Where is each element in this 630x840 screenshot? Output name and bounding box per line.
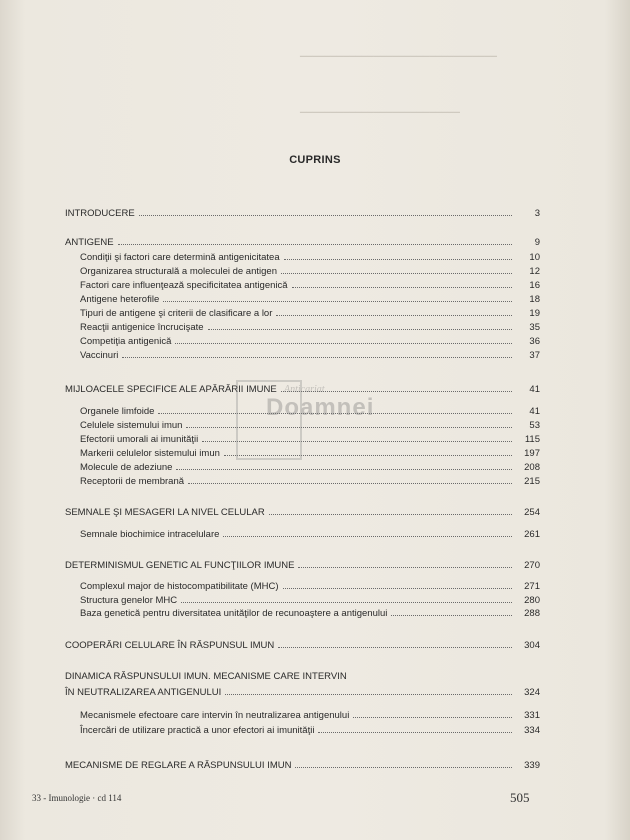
footer-signature: 33 - Imunologie · cd 114 <box>32 793 122 803</box>
toc-page: 115 <box>524 434 540 445</box>
toc-page: 18 <box>529 294 540 305</box>
toc-page: 288 <box>524 608 540 619</box>
bleed-through-text: ▁▁▁▁▁▁▁▁▁▁▁▁▁▁▁▁▁▁▁▁▁▁▁▁▁▁▁▁▁▁▁▁ <box>300 48 497 57</box>
toc-label: ÎN NEUTRALIZAREA ANTIGENULUI <box>65 687 222 698</box>
toc-label: MIJLOACELE SPECIFICE ALE APĂRĂRII IMUNE <box>65 384 277 395</box>
toc-page: 10 <box>529 252 540 263</box>
toc-page: 53 <box>529 420 540 431</box>
toc-entry <box>80 607 540 620</box>
toc-entry <box>80 293 540 306</box>
toc-entry <box>80 335 540 348</box>
toc-page: 41 <box>529 384 540 395</box>
toc-page: 271 <box>524 581 540 592</box>
toc-page: 280 <box>524 595 540 606</box>
toc-label: Complexul major de histocompatibilitate (MHC) <box>80 581 279 592</box>
toc-entry-mecanisme <box>65 759 540 772</box>
toc-label: ANTIGENE <box>65 237 114 248</box>
toc-entry <box>80 709 540 722</box>
toc-label: Semnale biochimice intracelulare <box>80 529 220 540</box>
toc-entry-antigene <box>65 236 540 249</box>
toc-page: 36 <box>529 336 540 347</box>
toc-label: Mecanismele efectoare care intervin în neutralizarea antigenului <box>80 710 350 721</box>
toc-label: Tipuri de antigene şi criterii de clasificare a lor <box>80 308 273 319</box>
toc-label: Celulele sistemului imun <box>80 420 183 431</box>
toc-page: 208 <box>524 462 540 473</box>
toc-label: Structura genelor MHC <box>80 595 178 606</box>
toc-entry <box>80 528 540 541</box>
watermark-line1: Anticariat <box>284 384 325 395</box>
toc-entry-dinamica <box>65 686 540 699</box>
page-title: CUPRINS <box>289 154 341 166</box>
watermark-logo <box>236 380 376 460</box>
toc-entry-determinismul <box>65 559 540 572</box>
toc-entry <box>80 265 540 278</box>
toc-label: Organizarea structurală a moleculei de antigen <box>80 266 277 277</box>
toc-entry <box>80 724 540 737</box>
toc-page: 331 <box>524 710 540 721</box>
toc-entry <box>80 307 540 320</box>
toc-page: 270 <box>524 560 540 571</box>
toc-entry <box>80 461 540 474</box>
toc-label: Reacţii antigenice încrucişate <box>80 322 204 333</box>
toc-entry <box>80 580 540 593</box>
toc-page: 261 <box>524 529 540 540</box>
toc-entry <box>80 321 540 334</box>
toc-label: Încercări de utilizare practică a unor efectori ai imunităţii <box>80 725 315 736</box>
toc-entry <box>80 279 540 292</box>
toc-label: COOPERĂRI CELULARE ÎN RĂSPUNSUL IMUN <box>65 640 275 651</box>
toc-page: 197 <box>524 448 540 459</box>
toc-page: 334 <box>524 725 540 736</box>
toc-page: 304 <box>524 640 540 651</box>
toc-page: 324 <box>524 687 540 698</box>
toc-label: Baza genetică pentru diversitatea unităţilor de recunoaştere a antigenului <box>80 608 388 619</box>
toc-entry <box>80 251 540 264</box>
toc-entry-cooperari <box>65 639 540 652</box>
page-number: 505 <box>510 790 530 805</box>
toc-page: 41 <box>529 406 540 417</box>
toc-label: Factori care influenţează specificitatea antigenică <box>80 280 288 291</box>
toc-page: 9 <box>534 237 540 248</box>
toc-label: Molecule de adeziune <box>80 462 173 473</box>
toc-label: MECANISME DE REGLARE A RĂSPUNSULUI IMUN <box>65 760 292 771</box>
toc-entry <box>80 349 540 362</box>
toc-page: 3 <box>534 208 540 219</box>
toc-label: Condiţii şi factori care determină antigenicitatea <box>80 252 280 263</box>
toc-label: DETERMINISMUL GENETIC AL FUNCŢIILOR IMUNE <box>65 560 295 571</box>
toc-page: 19 <box>529 308 540 319</box>
toc-page: 215 <box>524 476 540 487</box>
toc-label: Receptorii de membrană <box>80 476 185 487</box>
toc-entry <box>80 475 540 488</box>
toc-label: Antigene heterofile <box>80 294 160 305</box>
bleed-through-text: ▁▁▁▁▁▁▁▁▁▁▁▁▁▁▁▁▁▁▁▁▁▁▁▁▁▁ <box>300 104 460 113</box>
watermark-line2: Doamnei <box>266 394 375 421</box>
toc-label: SEMNALE ŞI MESAGERI LA NIVEL CELULAR <box>65 507 265 518</box>
toc-label: Vaccinuri <box>80 350 119 361</box>
toc-page: 339 <box>524 760 540 771</box>
toc-page: 12 <box>529 266 540 277</box>
toc-label: DINAMICA RĂSPUNSULUI IMUN. MECANISME CARE INTERVIN <box>65 671 347 682</box>
toc-entry-introducere <box>65 207 540 220</box>
toc-label: Organele limfoide <box>80 406 155 417</box>
toc-page: 254 <box>524 507 540 518</box>
toc-label: Markerii celulelor sistemului imun <box>80 448 220 459</box>
toc-label: Competiţia antigenică <box>80 336 172 347</box>
toc-entry-dinamica-line1 <box>65 671 540 683</box>
toc-page: 35 <box>529 322 540 333</box>
toc-page: 37 <box>529 350 540 361</box>
toc-entry <box>80 594 540 607</box>
toc-entry-semnale <box>65 506 540 519</box>
toc-label: Efectorii umorali ai imunităţii <box>80 434 199 445</box>
toc-label: INTRODUCERE <box>65 208 135 219</box>
toc-page: 16 <box>529 280 540 291</box>
